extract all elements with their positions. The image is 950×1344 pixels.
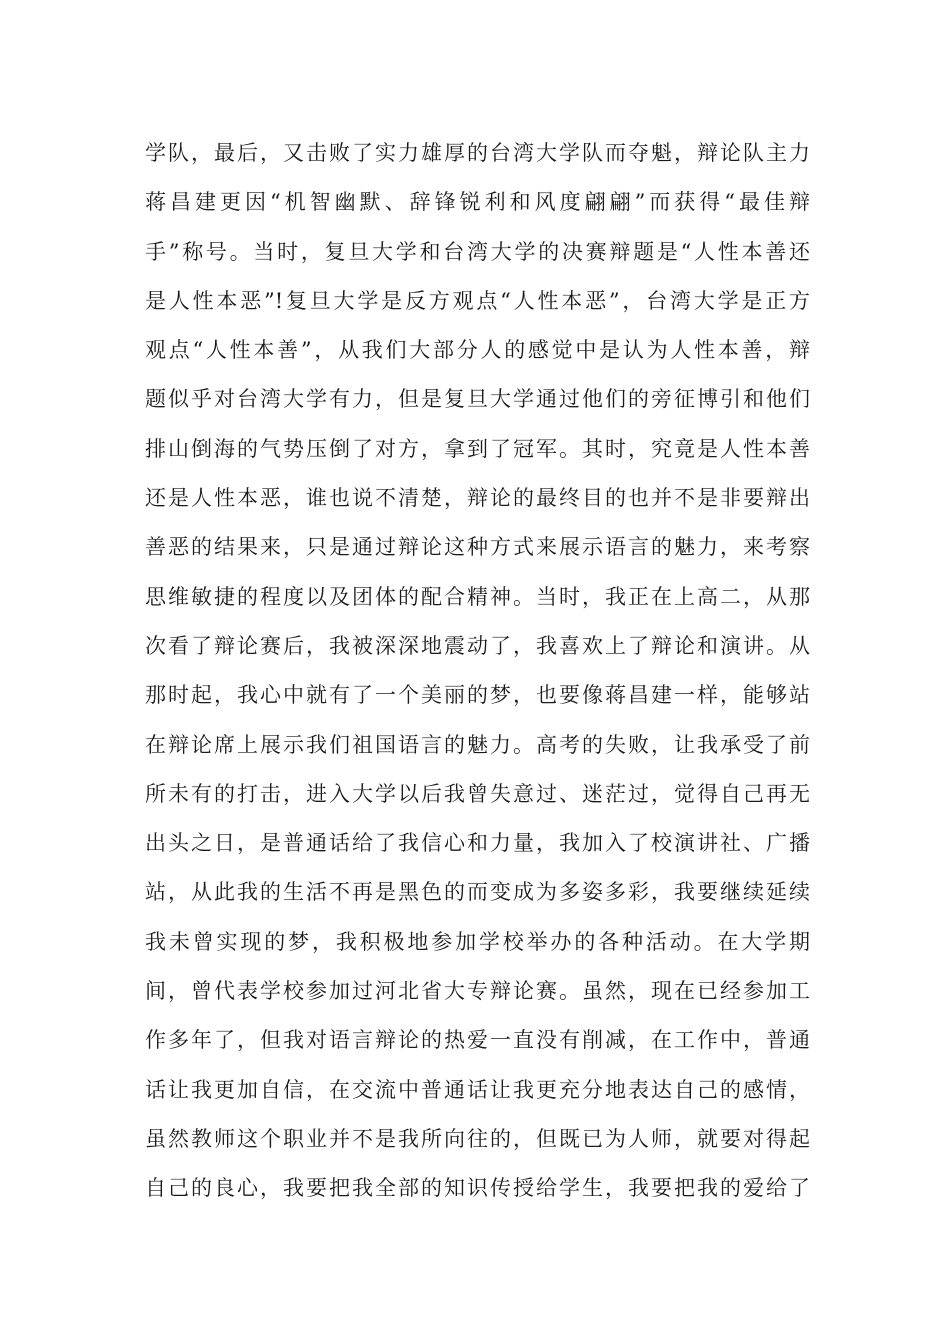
text-line: 善恶的结果来，只是通过辩论这种方式来展示语言的魅力，来考察 bbox=[145, 535, 810, 560]
text-line: 所未有的打击，进入大学以后我曾失意过、迷茫过，觉得自己再无 bbox=[145, 781, 810, 806]
text-line: 出头之日，是普通话给了我信心和力量，我加入了校演讲社、广播 bbox=[145, 831, 810, 856]
text-line: 次看了辩论赛后，我被深深地震动了，我喜欢上了辩论和演讲。从 bbox=[145, 633, 810, 658]
text-line: 我未曾实现的梦，我积极地参加学校举办的各种活动。在大学期 bbox=[145, 929, 810, 954]
text-line: 蒋昌建更因“机智幽默、辞锋锐利和风度翩翩”而获得“最佳辩 bbox=[145, 190, 810, 215]
text-line: 间，曾代表学校参加过河北省大专辩论赛。虽然，现在已经参加工 bbox=[145, 979, 810, 1004]
text-line: 思维敏捷的程度以及团体的配合精神。当时，我正在上高二，从那 bbox=[145, 584, 810, 609]
text-line: 还是人性本恶，谁也说不清楚，辩论的最终目的也并不是非要辩出 bbox=[145, 486, 810, 511]
text-line: 自己的良心，我要把我全部的知识传授给学生，我要把我的爱给了 bbox=[145, 1176, 810, 1201]
text-line: 观点“人性本善”，从我们大部分人的感觉中是认为人性本善，辩 bbox=[145, 338, 810, 363]
text-line: 手”称号。当时，复旦大学和台湾大学的决赛辩题是“人性本善还 bbox=[145, 239, 810, 264]
text-line: 题似乎对台湾大学有力，但是复旦大学通过他们的旁征博引和他们 bbox=[145, 387, 810, 412]
text-line: 站，从此我的生活不再是黑色的而变成为多姿多彩，我要继续延续 bbox=[145, 880, 810, 905]
text-line: 虽然教师这个职业并不是我所向往的，但既已为人师，就要对得起 bbox=[145, 1126, 810, 1151]
text-line: 是人性本恶”!复旦大学是反方观点“人性本恶”，台湾大学是正方 bbox=[145, 288, 810, 313]
text-line: 那时起，我心中就有了一个美丽的梦，也要像蒋昌建一样，能够站 bbox=[145, 683, 810, 708]
text-line: 排山倒海的气势压倒了对方，拿到了冠军。其时，究竟是人性本善 bbox=[145, 436, 810, 461]
text-line: 作多年了，但我对语言辩论的热爱一直没有削减，在工作中，普通 bbox=[145, 1028, 810, 1053]
body-text bbox=[145, 129, 810, 1214]
text-line: 话让我更加自信，在交流中普通话让我更充分地表达自己的感情， bbox=[145, 1077, 810, 1102]
text-line: 在辩论席上展示我们祖国语言的魅力。高考的失败，让我承受了前 bbox=[145, 732, 810, 757]
text-line: 学队，最后，又击败了实力雄厚的台湾大学队而夺魁，辩论队主力 bbox=[145, 141, 810, 165]
